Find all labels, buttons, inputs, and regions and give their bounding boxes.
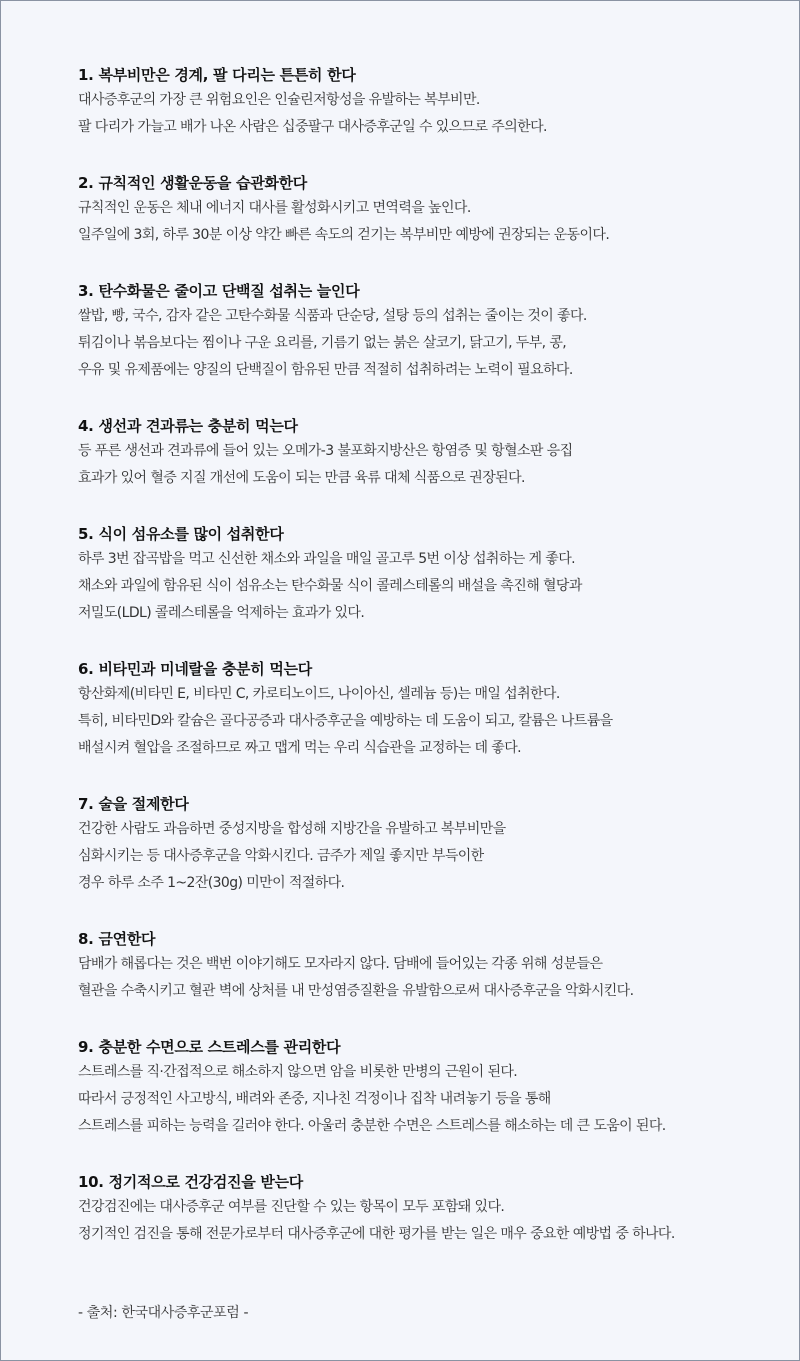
tip-heading: 10. 정기적으로 건강검진을 받는다 bbox=[78, 1173, 303, 1191]
source-credit: - 출처: 한국대사증후군포럼 - bbox=[78, 1305, 249, 1321]
tip-heading: 2. 규칙적인 생활운동을 습관화한다 bbox=[78, 174, 307, 192]
tip-section bbox=[78, 1170, 778, 1248]
tip-line: 배설시켜 혈압을 조절하므로 짜고 맵게 먹는 우리 식습관을 교정하는 데 좋다. bbox=[78, 740, 521, 756]
tip-line: 일주일에 3회, 하루 30분 이상 약간 빠른 속도의 걷기는 복부비만 예방에 권장되는 운동이다. bbox=[78, 227, 610, 243]
tip-section bbox=[78, 522, 778, 627]
tip-line: 하루 3번 잡곡밥을 먹고 신선한 채소와 과일을 매일 골고루 5번 이상 섭취하는 게 좋다. bbox=[78, 551, 576, 567]
tip-line: 담배가 해롭다는 것은 백번 이야기해도 모자라지 않다. 담배에 들어있는 각종 위해 성분들은 bbox=[78, 956, 603, 972]
tip-section bbox=[78, 63, 778, 141]
tip-line: 대사증후군의 가장 큰 위험요인은 인슐린저항성을 유발하는 복부비만. bbox=[78, 92, 480, 108]
tip-line: 채소와 과일에 함유된 식이 섬유소는 탄수화물 식이 콜레스테롤의 배설을 촉진해 혈당과 bbox=[78, 578, 582, 594]
tip-line: 심화시키는 등 대사증후군을 악화시킨다. 금주가 제일 좋지만 부득이한 bbox=[78, 848, 484, 864]
tip-line: 건강한 사람도 과음하면 중성지방을 합성해 지방간을 유발하고 복부비만을 bbox=[78, 821, 506, 837]
tip-section bbox=[78, 1035, 778, 1140]
tips-list bbox=[78, 63, 778, 1278]
tip-section bbox=[78, 171, 778, 249]
tip-section bbox=[78, 792, 778, 897]
tip-line: 스트레스를 피하는 능력을 길러야 한다. 아울러 충분한 수면은 스트레스를 해소하는 데 큰 도움이 된다. bbox=[78, 1118, 666, 1134]
tip-heading: 3. 탄수화물은 줄이고 단백질 섭취는 늘인다 bbox=[78, 282, 360, 300]
tip-line: 튀김이나 볶음보다는 찜이나 구운 요리를, 기름기 없는 붉은 살코기, 닭고기, 두부, 콩, bbox=[78, 335, 567, 351]
tip-section bbox=[78, 414, 778, 492]
tip-line: 스트레스를 직·간접적으로 해소하지 않으면 암을 비롯한 만병의 근원이 된다. bbox=[78, 1064, 518, 1080]
tip-line: 팔 다리가 가늘고 배가 나온 사람은 십중팔구 대사증후군일 수 있으므로 주의한다. bbox=[78, 119, 547, 135]
tip-line: 효과가 있어 혈증 지질 개선에 도움이 되는 만큼 육류 대체 식품으로 권장된다. bbox=[78, 470, 525, 486]
tip-section bbox=[78, 279, 778, 384]
tip-heading: 7. 술을 절제한다 bbox=[78, 795, 189, 813]
tip-section bbox=[78, 927, 778, 1005]
tip-line: 규칙적인 운동은 체내 에너지 대사를 활성화시키고 면역력을 높인다. bbox=[78, 200, 471, 216]
tip-heading: 1. 복부비만은 경계, 팔 다리는 튼튼히 한다 bbox=[78, 66, 356, 84]
tip-line: 쌀밥, 빵, 국수, 감자 같은 고탄수화물 식품과 단순당, 설탕 등의 섭취는 줄이는 것이 좋다. bbox=[78, 308, 587, 324]
tip-line: 따라서 긍정적인 사고방식, 배려와 존중, 지나친 걱정이나 집착 내려놓기 등을 통해 bbox=[78, 1091, 551, 1107]
tip-heading: 6. 비타민과 미네랄을 충분히 먹는다 bbox=[78, 660, 312, 678]
tip-line: 항산화제(비타민 E, 비타민 C, 카로티노이드, 나이아신, 셀레늄 등)는 매일 섭취한다. bbox=[78, 686, 560, 702]
tip-heading: 8. 금연한다 bbox=[78, 930, 156, 948]
tip-heading: 4. 생선과 견과류는 충분히 먹는다 bbox=[78, 417, 298, 435]
tip-line: 경우 하루 소주 1~2잔(30g) 미만이 적절하다. bbox=[78, 875, 345, 891]
tip-heading: 5. 식이 섬유소를 많이 섭취한다 bbox=[78, 525, 284, 543]
tip-heading: 9. 충분한 수면으로 스트레스를 관리한다 bbox=[78, 1038, 341, 1056]
tip-line: 저밀도(LDL) 콜레스테롤을 억제하는 효과가 있다. bbox=[78, 605, 365, 621]
tip-line: 우유 및 유제품에는 양질의 단백질이 함유된 만큼 적절히 섭취하려는 노력이 필요하다. bbox=[78, 362, 573, 378]
tip-line: 정기적인 검진을 통해 전문가로부터 대사증후군에 대한 평가를 받는 일은 매우 중요한 예방법 중 하나다. bbox=[78, 1226, 675, 1242]
tip-section bbox=[78, 657, 778, 762]
tip-line: 특히, 비타민D와 칼슘은 골다공증과 대사증후군을 예방하는 데 도움이 되고, 칼륨은 나트륨을 bbox=[78, 713, 613, 729]
tip-line: 혈관을 수축시키고 혈관 벽에 상처를 내 만성염증질환을 유발함으로써 대사증후군을 악화시킨다. bbox=[78, 983, 634, 999]
tip-line: 건강검진에는 대사증후군 여부를 진단할 수 있는 항목이 모두 포함돼 있다. bbox=[78, 1199, 505, 1215]
tip-line: 등 푸른 생선과 견과류에 들어 있는 오메가-3 불포화지방산은 항염증 및 항혈소판 응집 bbox=[78, 443, 573, 459]
